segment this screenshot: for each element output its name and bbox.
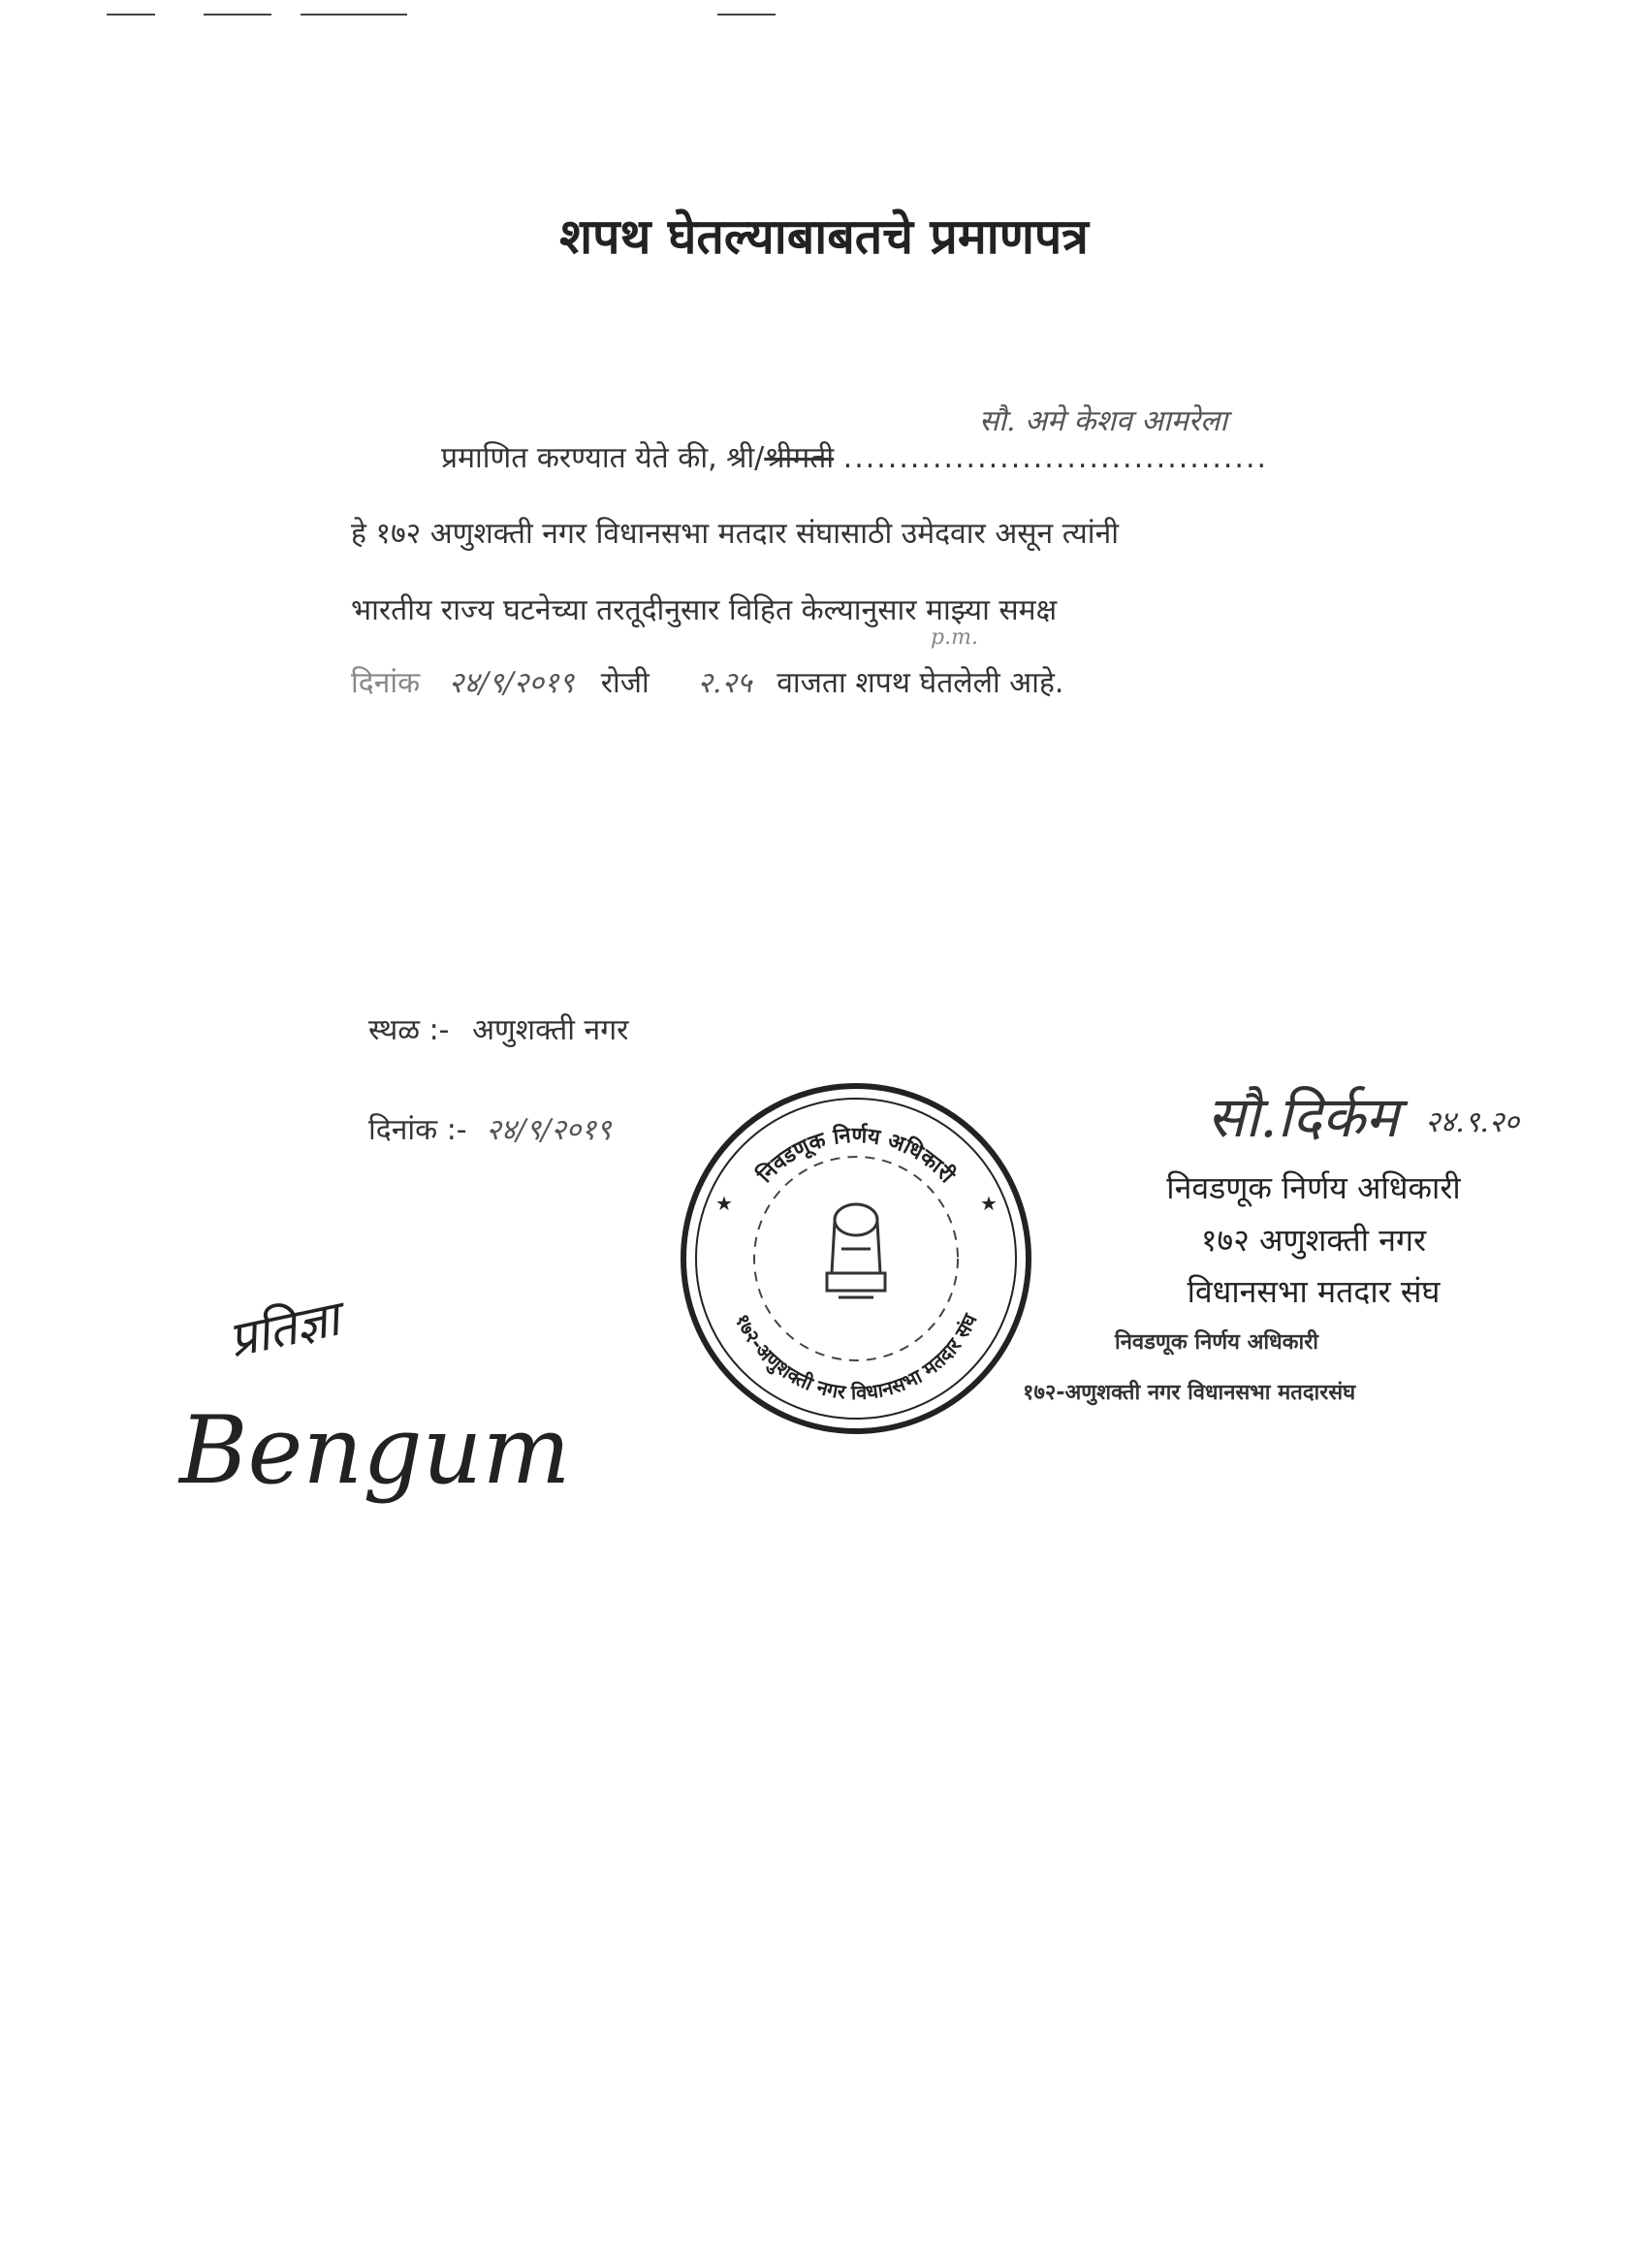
oath-time-handwritten: २.२५ [697, 666, 752, 700]
place-label: स्थळ :- [368, 1013, 450, 1047]
date-label: दिनांक :- [368, 1113, 467, 1147]
para-line-4-roji: रोजी [600, 666, 650, 700]
officer-assembly: विधानसभा मतदार संघ [1187, 1273, 1441, 1310]
scan-artifact-line [107, 14, 155, 16]
officer-stamp-line1: निवडणूक निर्णय अधिकारी [1115, 1330, 1318, 1355]
para-line-4 [351, 661, 1063, 701]
scan-artifact-line [204, 14, 271, 16]
para-line-2: हे १७२ अणुशक्ती नगर विधानसभा मतदार संघासाठी उमेदवार असून त्यांनी [351, 517, 1119, 551]
candidate-signature-line2: Bengum [179, 1396, 571, 1505]
date-row [368, 1108, 612, 1148]
place-row [368, 1008, 628, 1048]
official-seal [672, 1074, 1040, 1443]
seal-graphic [672, 1074, 1040, 1443]
para-line-1 [441, 436, 1268, 476]
struck-word: श्रीमती [764, 441, 835, 475]
officer-signature-handwritten: सौ.दिर्कम [1207, 1084, 1399, 1150]
para-line-4-date-label: दिनांक [351, 666, 421, 700]
svg-text:★: ★ [980, 1192, 998, 1215]
scan-artifact-line [301, 14, 407, 16]
officer-constituency: १७२ अणुशक्ती नगर [1200, 1222, 1427, 1259]
date-value-handwritten: २४/९/२०१९ [486, 1113, 612, 1147]
time-pm-handwritten: p.m. [931, 625, 978, 650]
svg-text:★: ★ [715, 1192, 733, 1215]
candidate-name-handwritten: सौ. अमे केशव आमरेला [979, 404, 1228, 438]
officer-stamp-line2: १७२-अणुशक्ती नगर विधानसभा मतदारसंघ [1023, 1381, 1356, 1405]
officer-title: निवडणूक निर्णय अधिकारी [1166, 1169, 1461, 1206]
seal-top-text: निवडणूक निर्णय अधिकारी [752, 1123, 960, 1189]
officer-sign-date-handwritten: २४.९.२० [1425, 1105, 1520, 1139]
seal-bottom-text: १७२-अणुशक्ती नगर विधानसभा मतदार संघ [730, 1310, 982, 1405]
scan-artifact-line [717, 14, 776, 16]
page-title: शपथ घेतल्याबाबतचे प्रमाणपत्र [559, 208, 1089, 265]
svg-text:निवडणूक निर्णय अधिकारी [751, 1122, 962, 1189]
blank-dots: ...................................... [842, 441, 1269, 475]
candidate-signature-line1: प्रतिज्ञा [223, 1290, 345, 1369]
para-line-3: भारतीय राज्य घटनेच्या तरतूदीनुसार विहित केल्यानुसार माझ्या समक्ष [351, 593, 1058, 627]
para-line-4-end: वाजता शपथ घेतलेली आहे. [776, 666, 1064, 700]
para-line-1-prefix: प्रमाणित करण्यात येते की, श्री/ [441, 441, 765, 475]
svg-text:१७२-अणुशक्ती नगर विधानसभा मतदा [730, 1309, 982, 1404]
oath-date-handwritten: २४/९/२०१९ [448, 666, 575, 700]
place-value: अणुशक्ती नगर [472, 1013, 629, 1047]
